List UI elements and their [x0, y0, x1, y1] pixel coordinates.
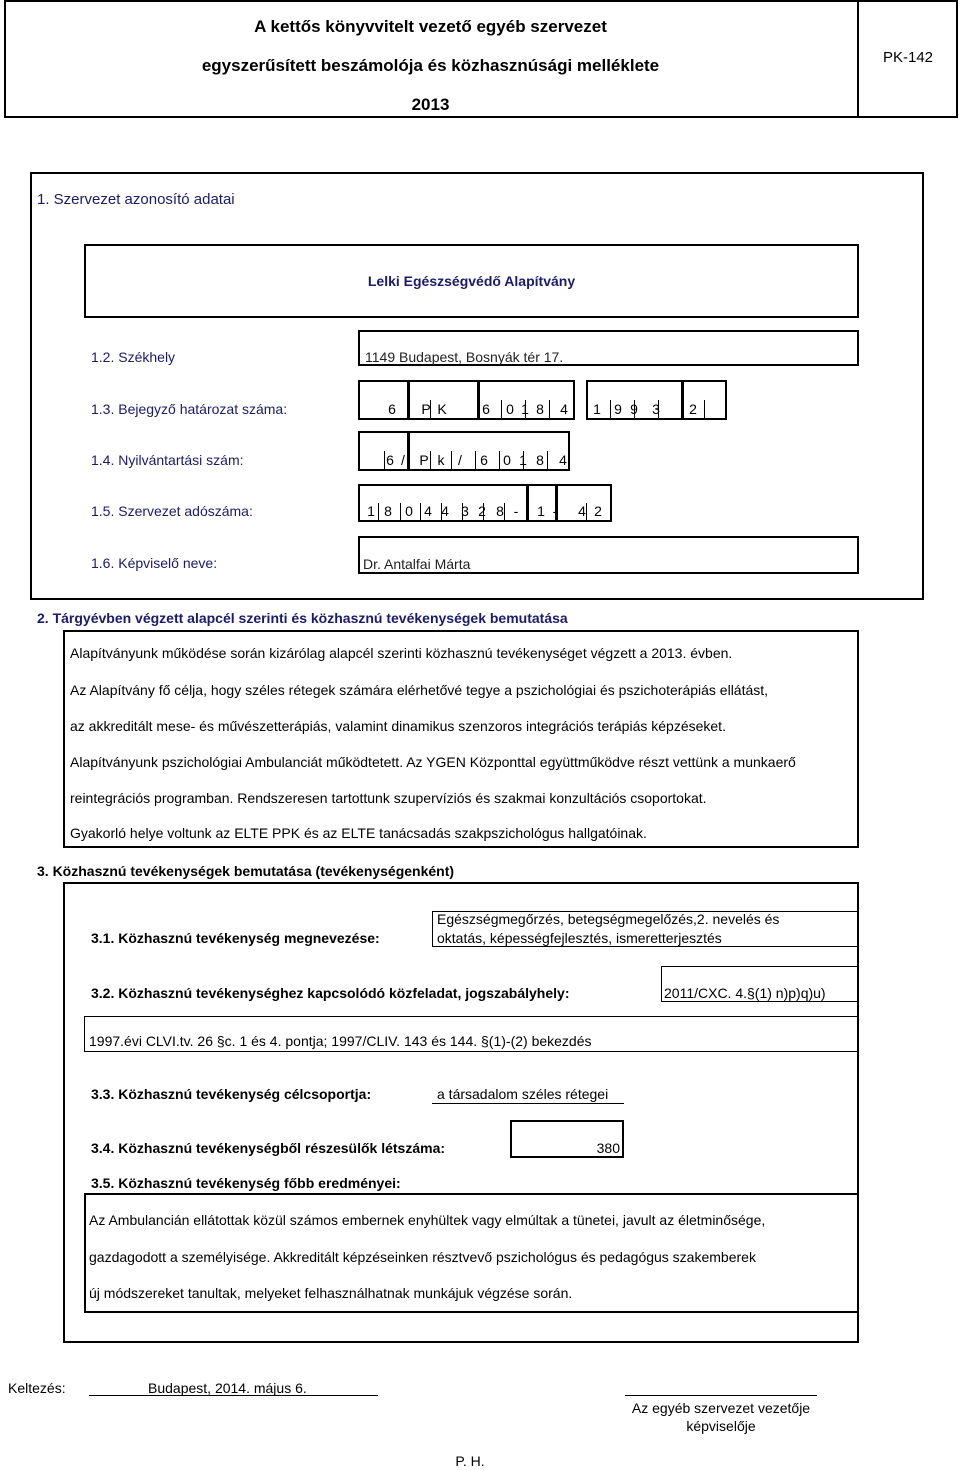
section2-box	[63, 630, 859, 848]
reg-char: 9	[630, 401, 638, 417]
rep-value: Dr. Antalfai Márta	[363, 556, 471, 572]
reg-char: 6	[482, 401, 490, 417]
count-label: 3.4. Közhasznú tevékenységből részesülők létszáma:	[91, 1140, 446, 1156]
activity-value-2: oktatás, képességfejlesztés, ismeretterjesztés	[437, 930, 722, 946]
reg-char: K	[437, 401, 447, 417]
target-label: 3.3. Közhasznú tevékenység célcsoportja:	[91, 1086, 372, 1102]
results-line: új módszereket tanultak, melyeket felhasználhatnak munkájuk végzése során.	[89, 1285, 573, 1301]
results-line: gazdagodott a személyisége. Akkreditált képzéseinken résztvevő pszichológus és pedagógus szakemberek	[89, 1249, 756, 1265]
reg-char: 6	[388, 401, 396, 417]
count-value: 380	[596, 1140, 620, 1156]
header-title-1: A kettős könyvvitelt vezető egyéb szervezet	[254, 17, 607, 36]
section2-line: Gyakorló helye voltunk az ELTE PPK és az ELTE tanácsadás szakpszichológus hallgatóinak.	[70, 825, 647, 841]
law-label: 3.2. Közhasznú tevékenységhez kapcsolódó közfeladat, jogszabályhely:	[91, 985, 570, 1001]
tax-char: 2	[478, 503, 486, 519]
section2-line: reintegrációs programban. Rendszeresen tartottunk szupervíziós és szakmai konzultációs csoportokat.	[70, 790, 707, 806]
tax-char: -	[513, 503, 519, 519]
law-value-2: 1997.évi CLVI.tv. 26 §c. 1 és 4. pontja; 1997/CLIV. 143 és 144. §(1)-(2) bekezdés	[89, 1033, 592, 1049]
reg-label: 1.3. Bejegyző határozat száma:	[91, 401, 288, 417]
form-code: PK-142	[882, 49, 934, 66]
section3-heading: 3. Közhasznú tevékenységek bemutatása (tevékenységenként)	[37, 863, 455, 879]
rep-label: 1.6. Képviselő neve:	[91, 555, 218, 571]
seat-label: 1.2. Székhely	[91, 349, 176, 365]
records-char: /	[458, 452, 462, 468]
law-value: 2011/CXC. 4.§(1) n)p)q)u)	[664, 985, 826, 1001]
tax-char: 8	[496, 503, 504, 519]
records-char: 8	[536, 452, 544, 468]
reg-char: 9	[614, 401, 622, 417]
tax-char: 4	[424, 503, 432, 519]
reg-char: 1	[593, 401, 601, 417]
records-char: /	[401, 452, 405, 468]
activity-label: 3.1. Közhasznú tevékenység megnevezése:	[91, 930, 380, 946]
records-char: 1	[519, 452, 527, 468]
section1-heading: 1. Szervezet azonosító adatai	[37, 191, 235, 208]
reg-char: 4	[560, 401, 568, 417]
section2-line: Alapítványunk működése során kizárólag alapcél szerinti közhasznú tevékenységet végzett a 2013. évben.	[70, 645, 733, 661]
tax-char: 1	[537, 503, 545, 519]
reg-char: 8	[536, 401, 544, 417]
date-label: Keltezés:	[8, 1380, 66, 1396]
tax-char: 4	[578, 503, 586, 519]
target-value: a társadalom széles rétegei	[437, 1086, 609, 1102]
section2-line: az akkreditált mese- és művészetterápiás, valamint dinamikus szenzoros integrációs terápiás képzéseket.	[70, 718, 726, 734]
results-line: Az Ambulancián ellátottak közül számos embernek enyhültek vagy elmúltak a tünetei, javult az életminősége,	[89, 1212, 766, 1228]
org-name: Lelki Egészségvédő Alapítvány	[367, 273, 576, 289]
records-char: P	[419, 452, 429, 468]
records-char: k	[437, 452, 445, 468]
signer-line-2: képviselője	[686, 1418, 756, 1434]
tax-char: 1	[367, 503, 375, 519]
tax-label: 1.5. Szervezet adószáma:	[91, 503, 253, 519]
activity-value-1: Egészségmegőrzés, betegségmegelőzés,2. nevelés és	[437, 911, 780, 927]
section2-line: Az Alapítvány fő célja, hogy széles rétegek számára elérhetővé tegye a pszichológiai és pszichoterápiás ellátást,	[70, 682, 769, 698]
reg-char: 3	[652, 401, 660, 417]
results-label: 3.5. Közhasznú tevékenység főbb eredményei:	[91, 1175, 401, 1191]
section2-heading: 2. Tárgyévben végzett alapcél szerinti és közhasznú tevékenységek bemutatása	[37, 610, 568, 626]
header-year: 2013	[411, 95, 450, 114]
header-title-2: egyszerűsített beszámolója és közhasznúsági melléklete	[201, 56, 660, 75]
records-char: 6	[386, 452, 394, 468]
reg-sep	[704, 400, 705, 420]
section2-line: Alapítványunk pszichológiai Ambulanciát működtetett. Az YGEN Központtal együttműködve részt vettünk a munkaerő	[70, 754, 796, 770]
target-underline	[432, 1103, 624, 1104]
reg-sep	[549, 400, 550, 420]
signature-line	[625, 1395, 817, 1396]
records-char: 6	[480, 452, 488, 468]
date-value: Budapest, 2014. május 6.	[148, 1380, 307, 1396]
signer-line-1: Az egyéb szervezet vezetője	[631, 1400, 811, 1416]
tax-char: 3	[461, 503, 469, 519]
tax-char: 4	[441, 503, 449, 519]
seat-value: 1149 Budapest, Bosnyák tér 17.	[365, 349, 564, 365]
reg-char: 2	[689, 401, 697, 417]
tax-char: -	[552, 503, 558, 519]
tax-char: 2	[594, 503, 602, 519]
records-label: 1.4. Nyilvántartási szám:	[91, 452, 244, 468]
tax-char: 0	[405, 503, 413, 519]
reg-char: 1	[521, 401, 529, 417]
stamp-placeholder: P. H.	[455, 1453, 485, 1469]
tax-char: 8	[384, 503, 392, 519]
records-char: 4	[559, 452, 567, 468]
records-char: 0	[503, 452, 511, 468]
reg-char: 0	[506, 401, 514, 417]
reg-char: P	[421, 401, 431, 417]
